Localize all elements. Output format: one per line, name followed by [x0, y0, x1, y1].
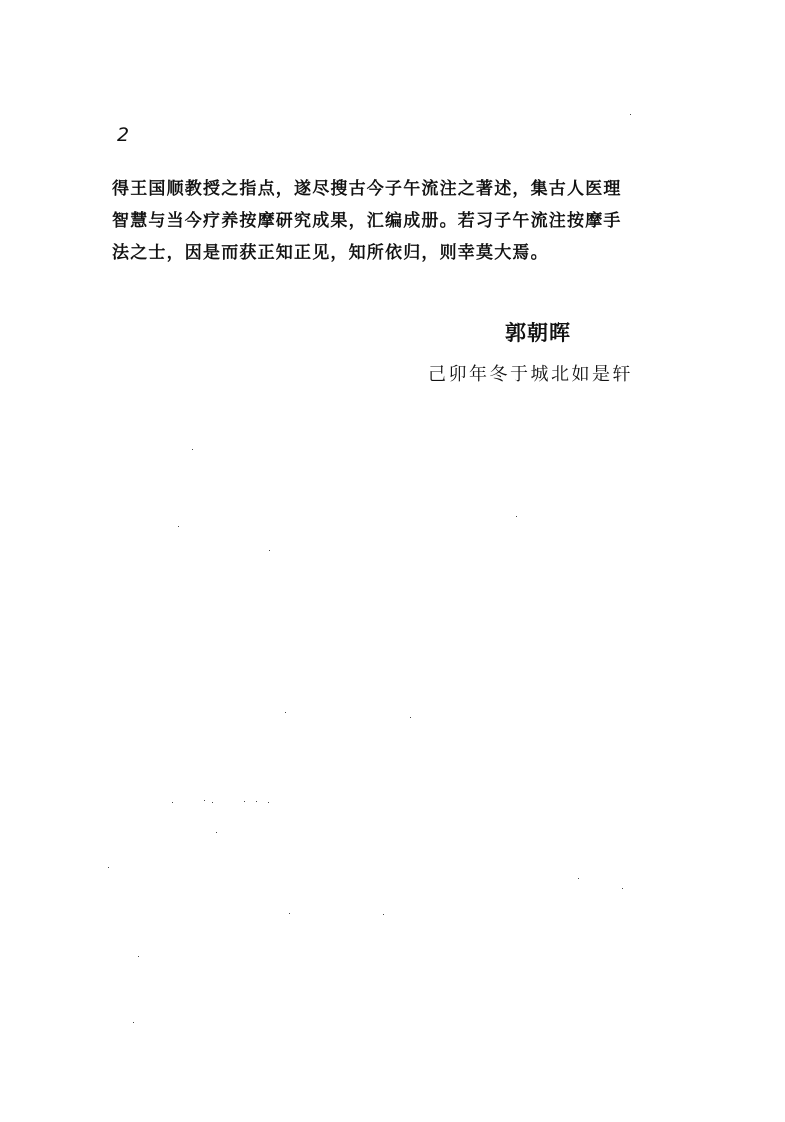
scan-speck: [192, 449, 193, 450]
scan-speck: [630, 114, 631, 115]
scan-speck: [622, 888, 623, 889]
paragraph-line: 智慧与当今疗养按摩研究成果，汇编成册。若习子午流注按摩手: [112, 211, 622, 231]
scan-speck: [108, 867, 109, 868]
scan-speck: [178, 526, 179, 527]
paragraph-line: 法之士，因是而获正知正见，知所依归，则幸莫大焉。: [112, 243, 549, 263]
scan-speck: [383, 914, 384, 915]
scan-speck: [285, 712, 286, 713]
scan-speck: [269, 550, 270, 551]
scan-speck: [133, 1022, 134, 1023]
scan-speck: [212, 802, 213, 803]
scan-speck: [256, 801, 257, 802]
scan-speck: [516, 516, 517, 517]
dateline: 己卯年冬于城北如是轩: [428, 364, 633, 385]
scan-speck: [172, 802, 173, 803]
preface-paragraph: [112, 173, 692, 269]
paragraph-line: 得王国顺教授之指点，遂尽搜古今子午流注之著述，集古人医理: [112, 179, 622, 199]
page-number: 2: [117, 124, 130, 146]
scan-speck: [268, 802, 269, 803]
scan-speck: [216, 832, 217, 833]
scan-speck: [138, 956, 139, 957]
scan-speck: [244, 801, 245, 802]
scan-speck: [410, 717, 411, 718]
scan-speck: [204, 800, 205, 801]
scan-speck: [289, 913, 290, 914]
author-name: 郭朝晖: [505, 321, 571, 345]
scan-speck: [578, 878, 579, 879]
